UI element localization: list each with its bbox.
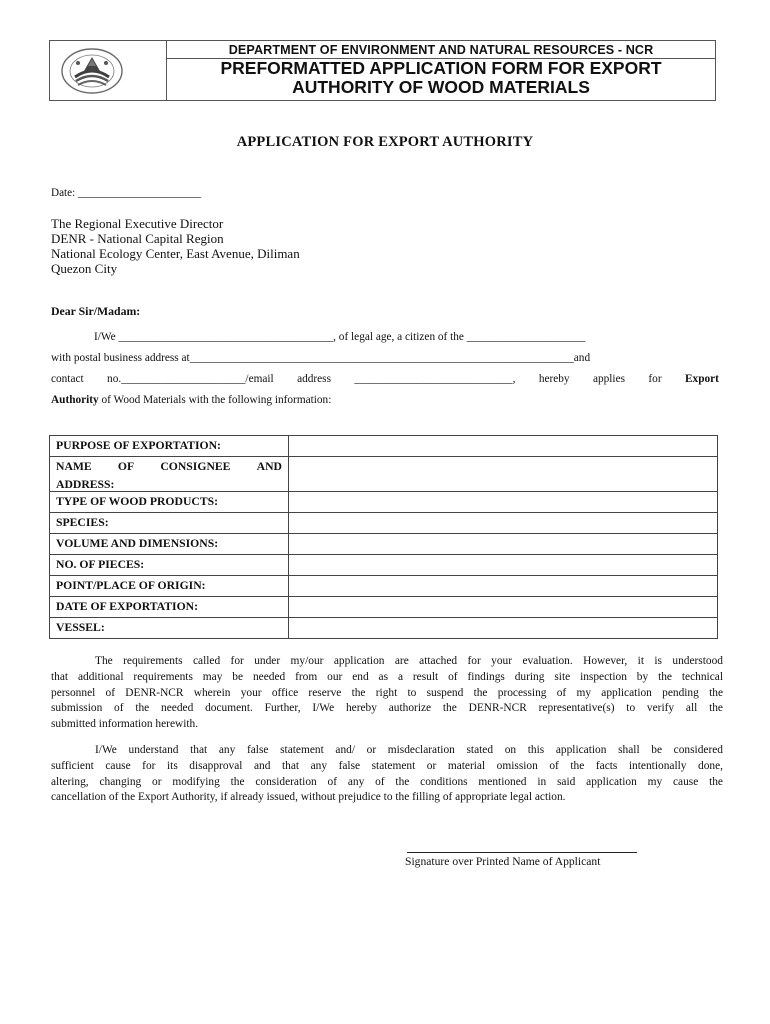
export-info-table bbox=[49, 435, 718, 639]
header-box bbox=[49, 40, 716, 101]
table-row bbox=[50, 576, 718, 597]
consignee-words bbox=[56, 457, 282, 477]
purpose-label: PURPOSE OF EXPORTATION: bbox=[50, 436, 289, 457]
address-word: address bbox=[297, 373, 331, 385]
signature-line[interactable] bbox=[407, 852, 637, 853]
addressee-line-4: Quezon City bbox=[51, 261, 118, 276]
logo-cell bbox=[50, 41, 167, 100]
origin-field[interactable] bbox=[289, 576, 718, 597]
statement-row-2 bbox=[51, 352, 590, 364]
addressee-line-2: DENR - National Capital Region bbox=[51, 231, 224, 246]
declaration-paragraph bbox=[51, 743, 723, 806]
species-field[interactable] bbox=[289, 513, 718, 534]
table-row bbox=[50, 513, 718, 534]
volume-label: VOLUME AND DIMENSIONS: bbox=[50, 534, 289, 555]
consignee-word: OF bbox=[117, 460, 135, 473]
statement-row-4 bbox=[51, 394, 331, 406]
table-row bbox=[50, 436, 718, 457]
paragraph-line: altering, changing or modifying the consideration of any of the conditions mentioned in said application my cause the bbox=[51, 775, 723, 788]
pieces-field[interactable] bbox=[289, 555, 718, 576]
statement-row-1 bbox=[94, 331, 585, 343]
consignee-word: NAME bbox=[56, 460, 92, 473]
export-word: Export bbox=[685, 373, 719, 385]
export-date-label: DATE OF EXPORTATION: bbox=[50, 597, 289, 618]
denr-seal-icon bbox=[58, 47, 126, 95]
table-row bbox=[50, 534, 718, 555]
postal-label: with postal business address at bbox=[51, 352, 190, 364]
wood-products-field[interactable] bbox=[289, 492, 718, 513]
wood-products-label: TYPE OF WOOD PRODUCTS: bbox=[50, 492, 289, 513]
table-row bbox=[50, 492, 718, 513]
consignee-address-word: ADDRESS: bbox=[56, 478, 115, 491]
form-title-line2: AUTHORITY OF WOOD MATERIALS bbox=[292, 77, 590, 97]
paragraph-line: personnel of DENR-NCR wherein your office reserve the right to suspend the processing of my application pending the bbox=[51, 686, 723, 699]
salutation: Dear Sir/Madam: bbox=[51, 304, 141, 318]
department-name: DEPARTMENT OF ENVIRONMENT AND NATURAL RESOURCES - NCR bbox=[167, 41, 715, 59]
citizenship-blank: _____________________ bbox=[466, 331, 586, 343]
wood-text: of Wood Materials with the following information: bbox=[101, 394, 332, 406]
table-row bbox=[50, 597, 718, 618]
requirements-paragraph bbox=[51, 654, 723, 733]
contact-label: contact bbox=[51, 373, 84, 385]
signature-label: Signature over Printed Name of Applicant bbox=[405, 855, 601, 868]
origin-label: POINT/PLACE OF ORIGIN: bbox=[50, 576, 289, 597]
paragraph-line: submission of the needed document. Further, I/We hereby authorize the DENR-NCR representative(s) to verify all the bbox=[51, 702, 723, 715]
purpose-field[interactable] bbox=[289, 436, 718, 457]
consignee-word: CONSIGNEE bbox=[160, 460, 231, 473]
vessel-label: VESSEL: bbox=[50, 618, 289, 639]
for-word: for bbox=[648, 373, 662, 385]
hereby-word: hereby bbox=[538, 373, 570, 385]
export-date-field[interactable] bbox=[289, 597, 718, 618]
consignee-word: AND bbox=[256, 460, 282, 473]
species-label: SPECIES: bbox=[50, 513, 289, 534]
email-blank: ____________________________, bbox=[354, 373, 516, 385]
legal-age-text: , of legal age, a citizen of the bbox=[333, 331, 464, 343]
paragraph-line: cancellation of the Export Authority, if already issued, without prejudice to the filling of appropriate legal action. bbox=[51, 791, 566, 804]
pieces-label: NO. OF PIECES: bbox=[50, 555, 289, 576]
paragraph-line: The requirements called for under my/our application are attached for your evaluation. However, it is understood bbox=[95, 655, 723, 667]
we-prefix: I/We bbox=[94, 331, 116, 343]
date-line bbox=[51, 187, 201, 199]
addressee-line-1: The Regional Executive Director bbox=[51, 216, 224, 231]
form-title bbox=[167, 59, 715, 97]
vessel-field[interactable] bbox=[289, 618, 718, 639]
and-word: and bbox=[573, 352, 591, 364]
table-row bbox=[50, 618, 718, 639]
application-heading: APPLICATION FOR EXPORT AUTHORITY bbox=[236, 134, 534, 150]
paragraph-line: submitted information herewith. bbox=[51, 718, 199, 731]
paragraph-line: I/We understand that any false statement and/ or misdeclaration stated on this application shall be considered bbox=[95, 744, 723, 756]
table-row bbox=[50, 457, 718, 492]
name-blank: ______________________________________ bbox=[118, 331, 334, 343]
volume-field[interactable] bbox=[289, 534, 718, 555]
authority-word: Authority bbox=[51, 394, 99, 406]
contact-no-blank: no.______________________/email bbox=[107, 373, 274, 385]
table-row bbox=[50, 555, 718, 576]
applies-word: applies bbox=[592, 373, 625, 385]
date-blank: ______________________ bbox=[78, 187, 202, 199]
form-title-line1: PREFORMATTED APPLICATION FORM FOR EXPORT bbox=[220, 58, 662, 78]
postal-blank: ____________________________________________________________________ bbox=[189, 352, 574, 364]
statement-row-3 bbox=[51, 373, 719, 385]
date-label: Date: bbox=[51, 187, 76, 199]
paragraph-line: sufficient cause for its disapproval and that any false statement or material omission of the facts intentionally done, bbox=[51, 759, 723, 772]
addressee-line-3: National Ecology Center, East Avenue, Diliman bbox=[51, 246, 300, 261]
consignee-field[interactable] bbox=[289, 457, 718, 492]
paragraph-line: that additional requirements may be needed from our end as a result of findings during site inspection by the technical bbox=[51, 670, 723, 683]
consignee-label bbox=[50, 457, 289, 492]
